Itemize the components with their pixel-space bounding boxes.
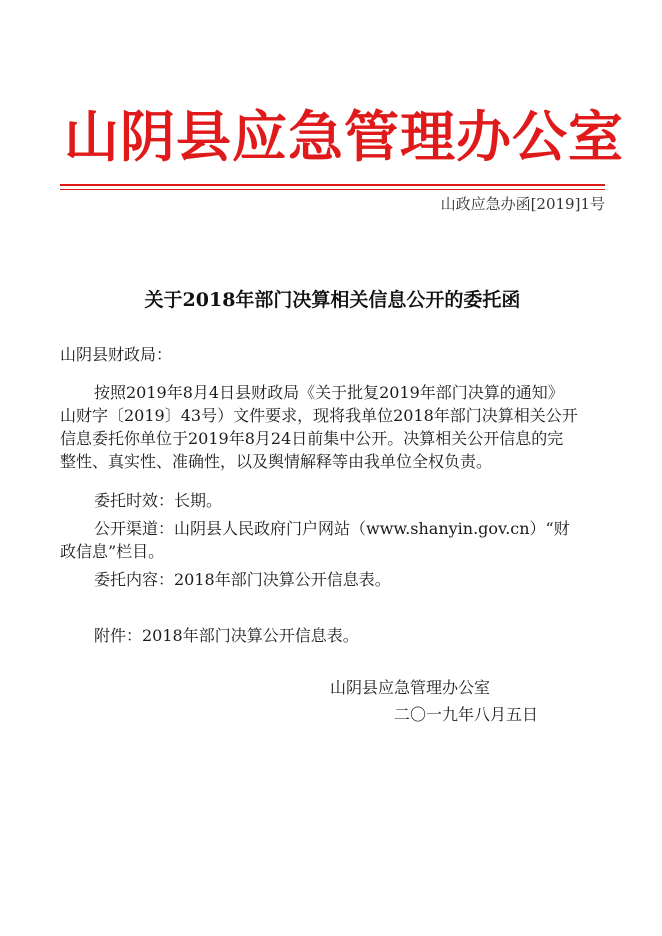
signature-org: 山阴县应急管理办公室 bbox=[330, 678, 491, 697]
header-divider-thick bbox=[60, 184, 605, 186]
document-number: 山政应急办函[2019]1号 bbox=[440, 195, 605, 213]
attachment-line: 附件：2018年部门决算公开信息表。 bbox=[94, 626, 359, 645]
document-title: 关于2018年部门决算相关信息公开的委托函 bbox=[144, 289, 521, 311]
paragraph-main-line-3: 信息委托你单位于2019年8月24日前集中公开。决算相关公开信息的完 bbox=[60, 429, 564, 448]
paragraph-main-line-2: 山财字〔2019〕43号）文件要求，现将我单位2018年部门决算相关公开 bbox=[60, 406, 578, 425]
channel-paragraph bbox=[60, 517, 605, 563]
org-header-title: 山阴县应急管理办公室 bbox=[64, 104, 624, 169]
channel-line-2: 政信息”栏目。 bbox=[60, 542, 165, 561]
signature-date: 二〇一九年八月五日 bbox=[394, 705, 539, 724]
paragraph-main-line-1: 按照2019年8月4日县财政局《关于批复2019年部门决算的通知》 bbox=[94, 383, 564, 402]
content-line: 委托内容：2018年部门决算公开信息表。 bbox=[94, 570, 391, 589]
channel-line-1: 公开渠道：山阴县人民政府门户网站（www.shanyin.gov.cn）“财 bbox=[94, 519, 570, 538]
paragraph-main bbox=[60, 381, 605, 473]
recipient: 山阴县财政局： bbox=[60, 345, 173, 364]
paragraph-main-line-4: 整性、真实性、准确性，以及舆情解释等由我单位全权负责。 bbox=[60, 452, 493, 471]
header-divider-thin bbox=[60, 189, 605, 190]
validity-line: 委托时效：长期。 bbox=[94, 491, 223, 510]
